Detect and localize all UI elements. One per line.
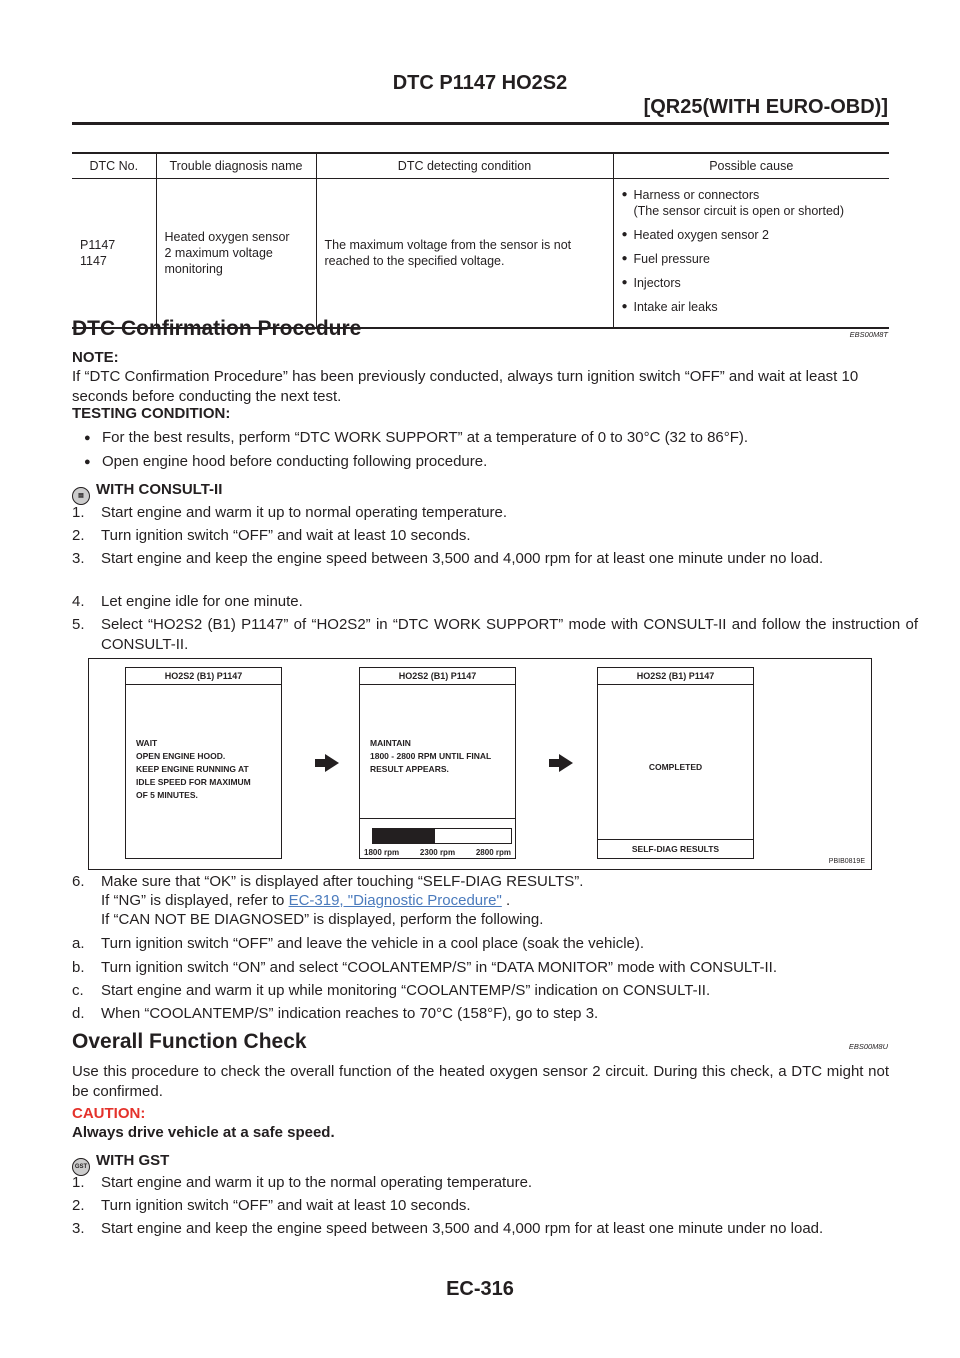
step bbox=[72, 872, 918, 892]
cause-text: Heated oxygen sensor 2 bbox=[633, 228, 770, 242]
substep bbox=[72, 934, 918, 954]
testing-condition-label: TESTING CONDITION: bbox=[72, 405, 231, 422]
screen-line: KEEP ENGINE RUNNING AT bbox=[136, 764, 249, 774]
screen-line: 1800 - 2800 RPM UNTIL FINAL bbox=[370, 751, 492, 761]
step bbox=[72, 503, 918, 523]
step-number: a. bbox=[72, 935, 85, 952]
screen-line: RESULT APPEARS. bbox=[370, 764, 449, 774]
gst-tool-icon: GST bbox=[72, 1158, 90, 1176]
step-number: 6. bbox=[72, 873, 85, 890]
cause-text: Harness or connectors bbox=[633, 188, 760, 202]
section-title: DTC Confirmation Procedure bbox=[72, 317, 362, 340]
screen-line: OPEN ENGINE HOOD. bbox=[136, 751, 226, 761]
step bbox=[72, 615, 918, 655]
step-text: Select “HO2S2 (B1) P1147” of “HO2S2” in “DTC WORK SUPPORT” mode with CONSULT-II and follow the instruction of CONSULT-II. bbox=[101, 616, 918, 653]
rpm-label: 1800 rpm bbox=[364, 848, 400, 857]
cause-text: Intake air leaks bbox=[633, 300, 718, 314]
consult-screen-completed bbox=[597, 667, 754, 859]
bullet-text: For the best results, perform “DTC WORK SUPPORT” at a temperature of 0 to 30°C (32 to 86°F). bbox=[102, 429, 749, 446]
screen-title: HO2S2 (B1) P1147 bbox=[360, 668, 515, 685]
intro-text: Use this procedure to check the overall function of the heated oxygen sensor 2 circuit. During this check, a DTC might not be confirmed. bbox=[72, 1063, 889, 1100]
caution-text: Always drive vehicle at a safe speed. bbox=[72, 1124, 335, 1141]
note-label: NOTE: bbox=[72, 349, 119, 366]
caution-label: CAUTION: bbox=[72, 1105, 146, 1122]
step-text: Turn ignition switch “OFF” and wait at least 10 seconds. bbox=[101, 1197, 471, 1214]
consult-subheading bbox=[72, 481, 222, 505]
page-number: EC-316 bbox=[446, 1278, 514, 1300]
step-text: Turn ignition switch “OFF” and leave the vehicle in a cool place (soak the vehicle). bbox=[101, 935, 645, 952]
step bbox=[72, 1219, 918, 1239]
section-code: EBS00M8T bbox=[849, 330, 888, 339]
diagnostic-procedure-link[interactable]: EC-319, "Diagnostic Procedure" bbox=[288, 892, 502, 909]
step-number: 2. bbox=[72, 527, 85, 544]
screen-message bbox=[126, 685, 281, 802]
bullet-icon: ● bbox=[84, 456, 91, 468]
step bbox=[72, 526, 918, 546]
step-text-line bbox=[101, 891, 889, 911]
rpm-progress-fill bbox=[373, 829, 435, 843]
rpm-label: 2800 rpm bbox=[475, 848, 511, 857]
screen-title: HO2S2 (B1) P1147 bbox=[126, 668, 281, 685]
step bbox=[72, 549, 918, 569]
table-header: DTC detecting condition bbox=[316, 153, 613, 179]
table-header: DTC No. bbox=[72, 153, 156, 179]
arrow-right-icon bbox=[559, 754, 573, 772]
step-text: Let engine idle for one minute. bbox=[101, 593, 303, 610]
note-text: If “DTC Confirmation Procedure” has been previously conducted, always turn ignition switch “OFF” and wait at least 10 seconds before conducting the next test. bbox=[72, 368, 859, 405]
self-diag-results-button[interactable]: SELF-DIAG RESULTS bbox=[598, 839, 753, 858]
step-number: b. bbox=[72, 959, 85, 976]
dtc-no: 1147 bbox=[80, 254, 107, 268]
list-item bbox=[622, 251, 882, 267]
list-item bbox=[622, 227, 882, 243]
bullet-icon: ● bbox=[84, 432, 91, 444]
section-title: Overall Function Check bbox=[72, 1030, 307, 1053]
substep bbox=[72, 958, 918, 978]
consult-screens-figure bbox=[88, 658, 872, 870]
screen-message: COMPLETED bbox=[648, 762, 703, 772]
step-text: Start engine and warm it up to the normal operating temperature. bbox=[101, 1174, 533, 1191]
condition-line: reached to the specified voltage. bbox=[324, 254, 505, 268]
bullet-item bbox=[84, 452, 487, 472]
table-header-row bbox=[72, 153, 889, 179]
subheading-text: WITH CONSULT-II bbox=[96, 481, 223, 498]
condition-line: The maximum voltage from the sensor is not bbox=[324, 238, 572, 252]
possible-cause-list bbox=[622, 187, 882, 315]
arrow-right-icon bbox=[325, 754, 339, 772]
consult-screen-wait bbox=[125, 667, 282, 859]
cause-text: Fuel pressure bbox=[633, 252, 710, 266]
step-text: Start engine and warm it up while monitoring “COOLANTEMP/S” indication on CONSULT-II. bbox=[101, 982, 711, 999]
table-header: Possible cause bbox=[613, 153, 889, 179]
step-number: 3. bbox=[72, 550, 85, 567]
dtc-no: P1147 bbox=[80, 238, 116, 252]
subheading-text: WITH GST bbox=[96, 1152, 170, 1169]
rpm-progress-bar bbox=[372, 828, 512, 844]
page-subtitle: [QR25(WITH EURO-OBD)] bbox=[643, 96, 888, 118]
step-text: Start engine and keep the engine speed between 3,500 and 4,000 rpm for at least one minute under no load. bbox=[101, 550, 824, 567]
step-text: Start engine and keep the engine speed between 3,500 and 4,000 rpm for at least one minute under no load. bbox=[101, 1220, 824, 1237]
step-number: 1. bbox=[72, 504, 85, 521]
step bbox=[72, 1173, 918, 1193]
step-number: 5. bbox=[72, 616, 85, 633]
table-row bbox=[72, 179, 889, 329]
substep bbox=[72, 981, 918, 1001]
step-text: Make sure that “OK” is displayed after touching “SELF-DIAG RESULTS”. bbox=[101, 873, 584, 890]
section-code: EBS00M8U bbox=[848, 1042, 888, 1051]
step-number: 4. bbox=[72, 593, 85, 610]
possible-cause-cell bbox=[613, 179, 889, 329]
step-text: Start engine and warm it up to normal operating temperature. bbox=[101, 504, 508, 521]
screen-message bbox=[360, 685, 515, 776]
screen-divider bbox=[360, 818, 515, 819]
screen-title: HO2S2 (B1) P1147 bbox=[598, 668, 753, 685]
diagnosis-name-line: 2 maximum voltage bbox=[164, 246, 273, 260]
screen-line: IDLE SPEED FOR MAXIMUM bbox=[136, 777, 251, 787]
consult-screen-maintain bbox=[359, 667, 516, 859]
step-number: 3. bbox=[72, 1220, 85, 1237]
step-text: . bbox=[501, 892, 511, 909]
dtc-table bbox=[72, 152, 889, 329]
step-text: When “COOLANTEMP/S” indication reaches to 70°C (158°F), go to step 3. bbox=[101, 1005, 599, 1022]
cause-text: Injectors bbox=[633, 276, 681, 290]
screen-line: WAIT bbox=[136, 738, 158, 748]
step-number: 2. bbox=[72, 1197, 85, 1214]
page-title: DTC P1147 HO2S2 bbox=[392, 72, 568, 94]
step bbox=[72, 1196, 918, 1216]
list-item bbox=[622, 299, 882, 315]
table-header: Trouble diagnosis name bbox=[156, 153, 316, 179]
step-text: Turn ignition switch “OFF” and wait at least 10 seconds. bbox=[101, 527, 471, 544]
detecting-condition-cell bbox=[316, 179, 613, 329]
step bbox=[72, 592, 918, 612]
bullet-text: Open engine hood before conducting following procedure. bbox=[102, 453, 488, 470]
diagnosis-name-cell bbox=[156, 179, 316, 329]
step-number: d. bbox=[72, 1005, 85, 1022]
cause-text: (The sensor circuit is open or shorted) bbox=[633, 204, 845, 218]
consult-tool-icon: ▤ bbox=[72, 487, 90, 505]
header-rule bbox=[72, 122, 889, 125]
step-number: 1. bbox=[72, 1174, 85, 1191]
step-number: c. bbox=[72, 982, 84, 999]
step-text-line: If “CAN NOT BE DIAGNOSED” is displayed, perform the following. bbox=[101, 911, 544, 928]
bullet-item bbox=[84, 428, 748, 448]
substep bbox=[72, 1004, 918, 1024]
step-text: Turn ignition switch “ON” and select “COOLANTEMP/S” in “DATA MONITOR” mode with CONSULT-II. bbox=[101, 959, 777, 976]
screen-line: MAINTAIN bbox=[370, 738, 411, 748]
list-item bbox=[622, 275, 882, 291]
figure-code: PBIB0819E bbox=[828, 858, 865, 865]
rpm-scale bbox=[364, 846, 511, 859]
screen-line: OF 5 MINUTES. bbox=[136, 790, 198, 800]
dtc-no-cell bbox=[72, 179, 156, 329]
step-text: If “NG” is displayed, refer to bbox=[101, 892, 289, 909]
diagnosis-name-line: Heated oxygen sensor bbox=[164, 230, 290, 244]
diagnosis-name-line: monitoring bbox=[164, 262, 223, 276]
rpm-label: 2300 rpm bbox=[419, 848, 456, 857]
list-item bbox=[622, 187, 882, 219]
